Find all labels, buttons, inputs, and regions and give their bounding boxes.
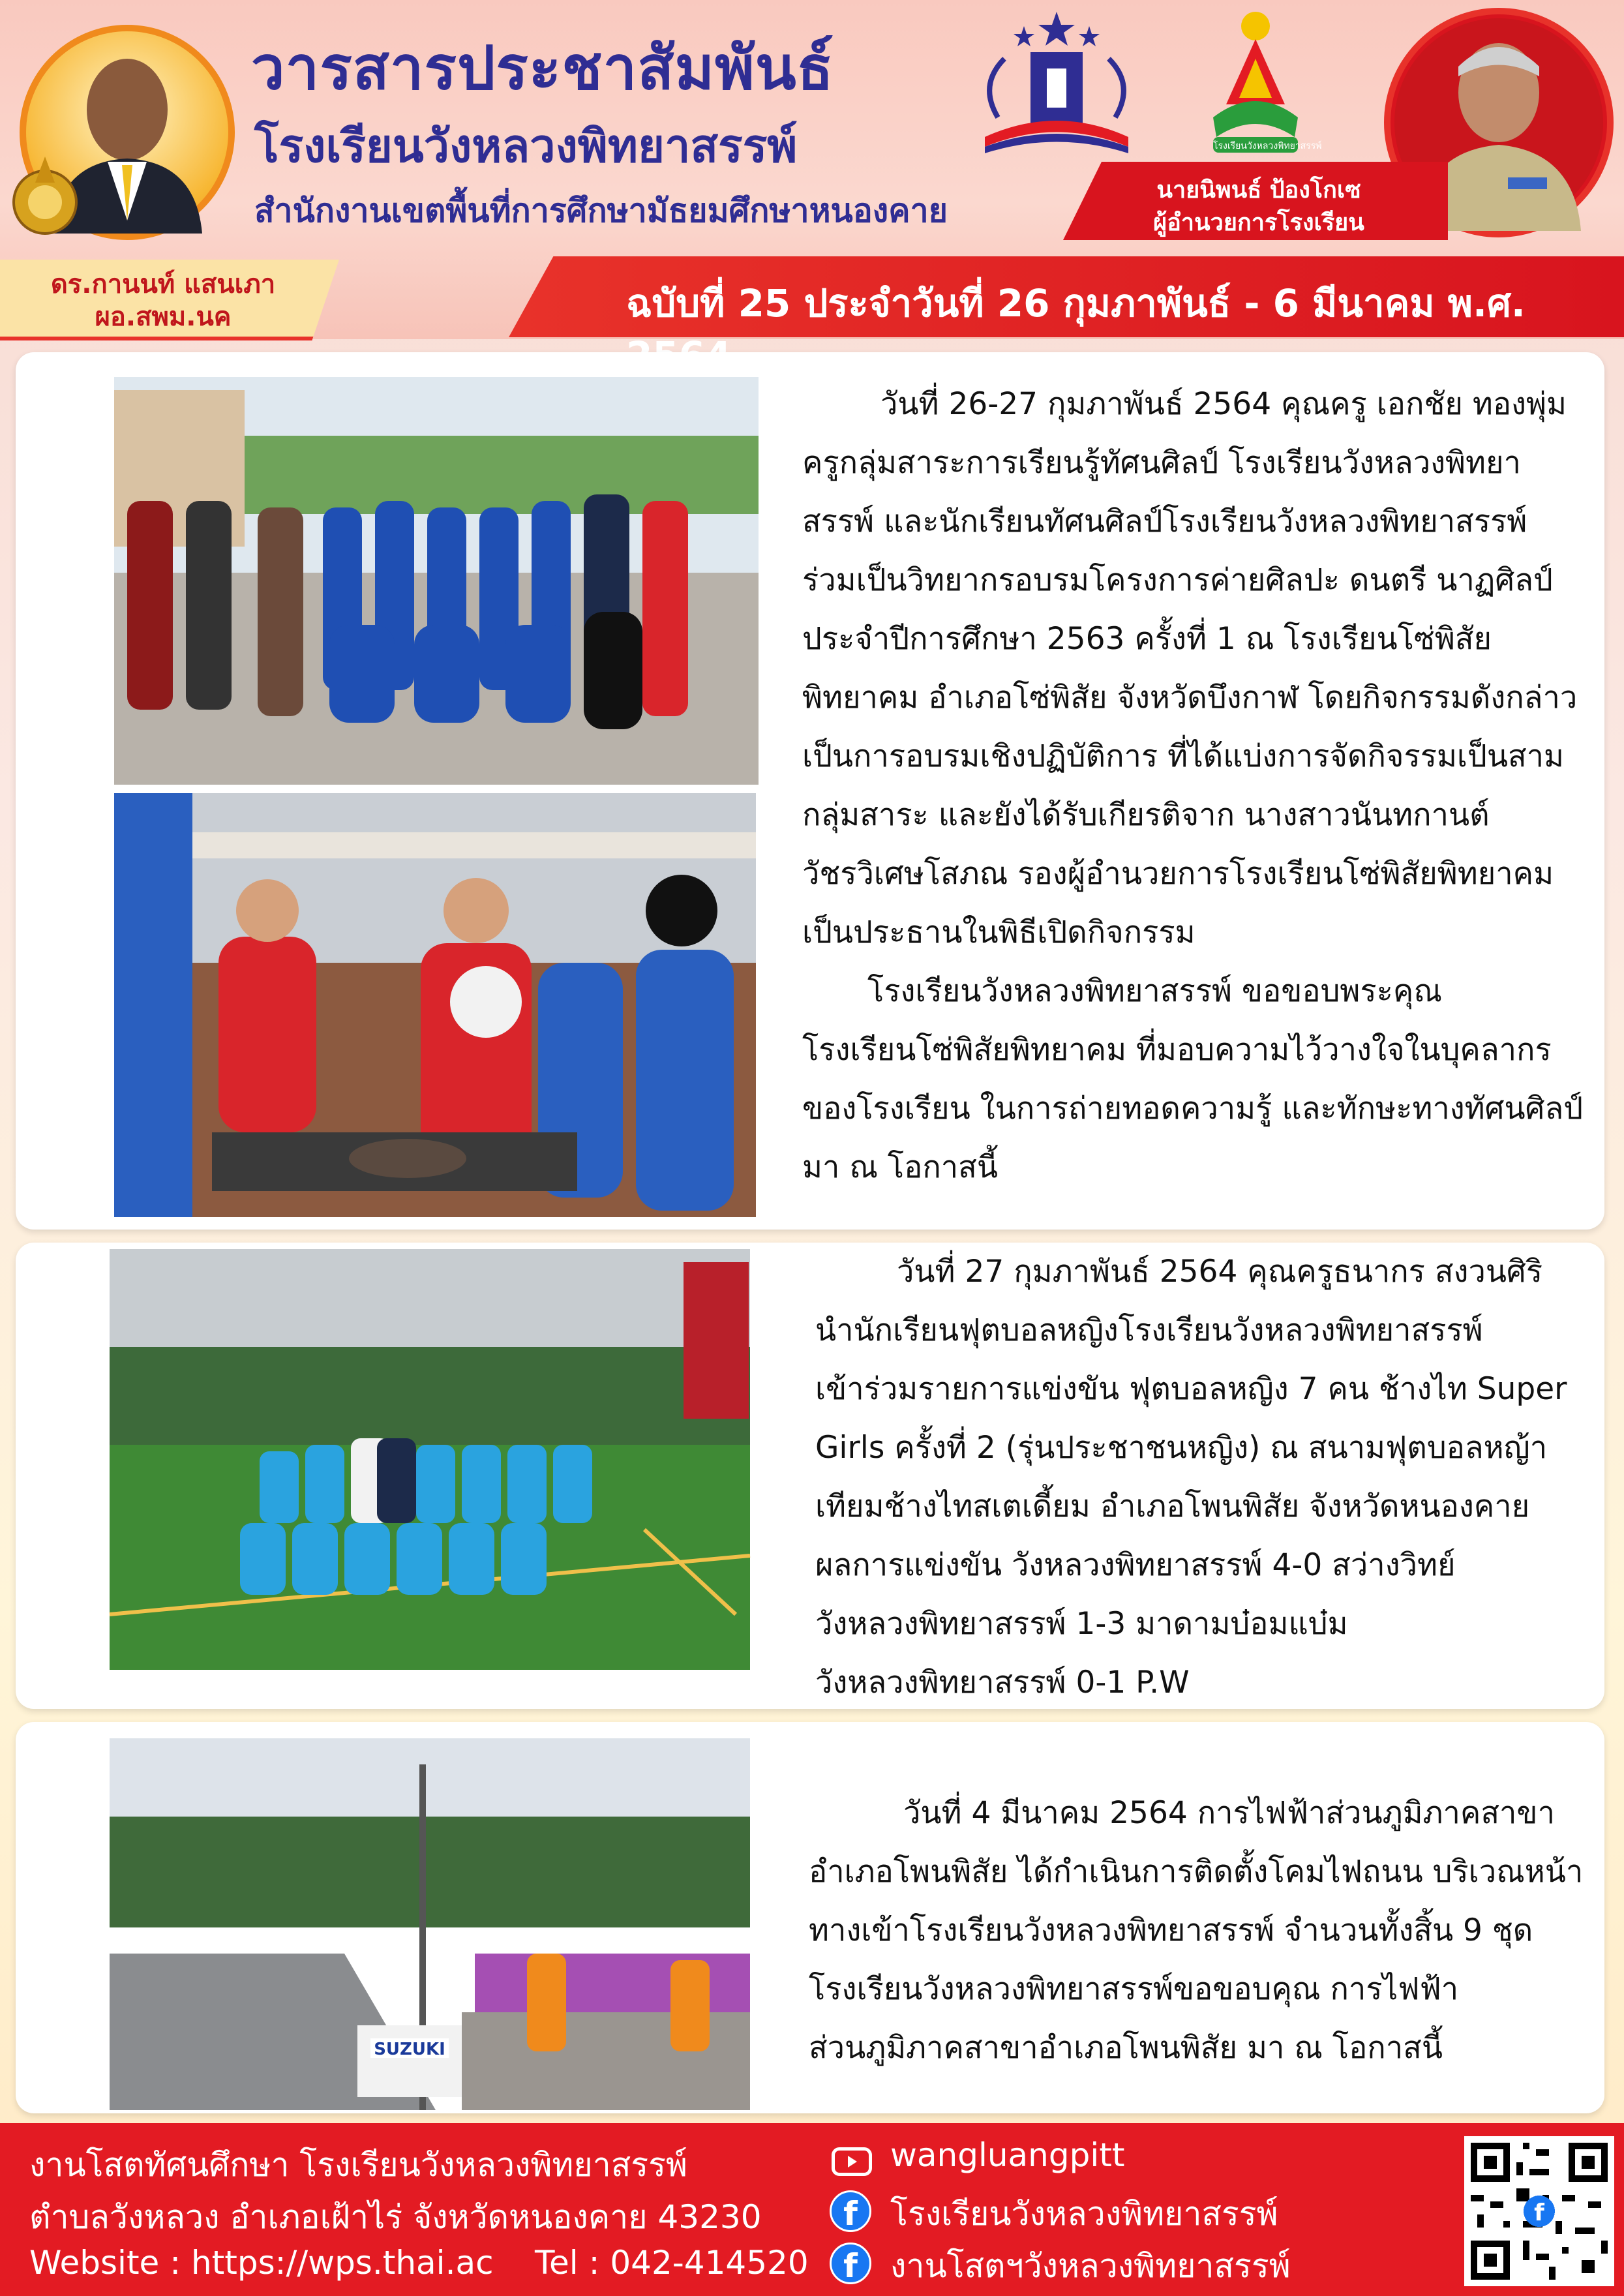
youtube-channel-link[interactable]: wangluangpitt bbox=[890, 2136, 1125, 2174]
director-name: นายนิพนธ์ ป้องโกเซ bbox=[1156, 177, 1361, 204]
footer-department: งานโสตทัศนศึกษา โรงเรียนวังหลวงพิทยาสรรพ์ bbox=[29, 2146, 687, 2184]
article-2-line: Girls ครั้งที่ 2 (รุ่นประชาชนหญิง) ณ สนามฟุตบอลหญ้า bbox=[815, 1430, 1548, 1466]
school-crest-logo bbox=[1187, 7, 1324, 163]
issue-date: ฉบับที่ 25 ประจำวันที่ 26 กุมภาพันธ์ - 6 มีนาคม พ.ศ. bbox=[626, 281, 1526, 325]
school-emblem-logo bbox=[959, 7, 1154, 163]
article-2-line: นำนักเรียนฟุตบอลหญิงโรงเรียนวังหลวงพิทยาสรรพ์ bbox=[815, 1312, 1483, 1348]
photo-street-lights bbox=[110, 1738, 750, 2110]
article-2-line: ผลการแข่งขัน วังหลวงพิทยาสรรพ์ 4-0 สว่างวิทย์ bbox=[815, 1547, 1456, 1583]
article-1-line: ครูกลุ่มสาระการเรียนรู้ทัศนศิลป์ โรงเรียนวังหลวงพิทยา bbox=[802, 445, 1521, 481]
article-3-line: วันที่ 4 มีนาคม 2564 การไฟฟ้าส่วนภูมิภาคสาขา bbox=[903, 1795, 1555, 1831]
article-1-line: สรรพ์ และนักเรียนทัศนศิลป์โรงเรียนวังหลวงพิทยาสรรพ์ bbox=[802, 504, 1527, 539]
youtube-icon bbox=[832, 2147, 872, 2176]
article-1-line: วัชรวิเศษโสภณ รองผู้อำนวยการโรงเรียนโซ่พิสัยพิทยาคม bbox=[802, 856, 1554, 892]
qr-code[interactable] bbox=[1464, 2136, 1614, 2286]
article-2-line: วังหลวงพิทยาสรรพ์ 1-3 มาดามบ๋อมแบ๋ม bbox=[815, 1606, 1348, 1642]
article-1-line: กลุ่มสาระ และยังได้รับเกียรติจาก นางสาวนันทกานต์ bbox=[802, 797, 1490, 833]
deputy-name: ดร.กานนท์ แสนเภา bbox=[50, 269, 276, 299]
facebook-school-link[interactable]: โรงเรียนวังหลวงพิทยาสรรพ์ bbox=[890, 2195, 1278, 2233]
article-1-line: ประจำปีการศึกษา 2563 ครั้งที่ 1 ณ โรงเรียนโซ่พิสัย bbox=[802, 621, 1492, 657]
article-1-text bbox=[802, 375, 1591, 1197]
footer-phone: Tel : 042-414520 bbox=[535, 2244, 809, 2282]
article-1-line: วันที่ 26-27 กุมภาพันธ์ 2564 คุณครู เอกชัย ทองพุ่ม bbox=[880, 386, 1567, 422]
truck-brand-text: SUZUKI bbox=[374, 2040, 445, 2059]
footer-website[interactable]: Website : https://wps.thai.ac bbox=[29, 2244, 494, 2282]
article-1-line: โรงเรียนวังหลวงพิทยาสรรพ์ ขอขอบพระคุณ bbox=[867, 973, 1442, 1009]
article-2-line: วันที่ 27 กุมภาพันธ์ 2564 คุณครูธนากร สงวนศิริ bbox=[897, 1254, 1543, 1290]
photo-art-workshop-group bbox=[114, 377, 759, 785]
article-2-text bbox=[815, 1243, 1591, 1712]
article-3-line: ส่วนภูมิภาคสาขาอำเภอโพนพิสัย มา ณ โอกาสนี้ bbox=[809, 2030, 1443, 2066]
article-2-line: เข้าร่วมรายการแข่งขัน ฟุตบอลหญิง 7 คน ช้างไท Super bbox=[815, 1371, 1567, 1407]
article-1-line: พิทยาคม อำเภอโซ่พิสัย จังหวัดบึงกาฬ โดยกิจกรรมดังกล่าว bbox=[802, 680, 1578, 716]
facebook-icon: f bbox=[830, 2243, 871, 2284]
article-2-line: เทียมช้างไทสเตเดี้ยม อำเภอโพนพิสัย จังหวัดหนองคาย bbox=[815, 1488, 1530, 1524]
article-1-line: ร่วมเป็นวิทยากรอบรมโครงการค่ายศิลปะ ดนตรี นาฏศิลป์ bbox=[802, 562, 1553, 598]
facebook-av-link[interactable]: งานโสตฯวังหลวงพิทยาสรรพ์ bbox=[890, 2247, 1291, 2285]
article-1-line: โรงเรียนโซ่พิสัยพิทยาคม ที่มอบความไว้วางใจในบุคลากร bbox=[802, 1032, 1552, 1068]
facebook-icon: f bbox=[830, 2190, 871, 2232]
article-3-text bbox=[809, 1784, 1591, 2077]
photo-clay-activity bbox=[114, 793, 756, 1217]
newsletter-title: วารสารประชาสัมพันธ์ bbox=[251, 33, 834, 103]
article-2-line: วังหลวงพิทยาสรรพ์ 0-1 P.W bbox=[815, 1665, 1190, 1700]
article-1-line: มา ณ โอกาสนี้ bbox=[802, 1149, 998, 1185]
director-title: ผู้อำนวยการโรงเรียน bbox=[1153, 209, 1364, 236]
deputy-title: ผอ.สพม.นค bbox=[95, 302, 232, 332]
education-office-name: สำนักงานเขตพื้นที่การศึกษามัธยมศึกษาหนองคาย bbox=[254, 192, 948, 230]
article-1-line: เป็นการอบรมเชิงปฏิบัติการ ที่ได้แบ่งการจัดกิจรรมเป็นสาม bbox=[802, 738, 1565, 774]
article-1-line: ของโรงเรียน ในการถ่ายทอดความรู้ และทักษะทางทัศนศิลป์ bbox=[802, 1091, 1584, 1126]
qr-facebook-glyph: f bbox=[1534, 2199, 1544, 2226]
article-3-line: อำเภอโพนพิสัย ได้กำเนินการติดตั้งโคมไฟถนน บริเวณหน้า bbox=[809, 1854, 1584, 1890]
photo-football-team bbox=[110, 1249, 750, 1670]
footer-address: ตำบลวังหลวง อำเภอเฝ้าไร่ จังหวัดหนองคาย 43230 bbox=[29, 2198, 762, 2236]
crest-caption: โรงเรียนวังหลวงพิทยาสรรพ์ bbox=[1213, 141, 1322, 151]
article-1-line: เป็นประธานในพิธีเปิดกิจกรรม bbox=[802, 914, 1195, 950]
article-3-line: โรงเรียนวังหลวงพิทยาสรรพ์ขอขอบคุณ การไฟฟ้า bbox=[809, 1971, 1459, 2007]
article-3-line: ทางเข้าโรงเรียนวังหลวงพิทยาสรรพ์ จำนวนทั้งสิ้น 9 ชุด bbox=[809, 1912, 1533, 1948]
school-name: โรงเรียนวังหลวงพิทยาสรรพ์ bbox=[254, 119, 798, 173]
ministry-crest-icon bbox=[9, 150, 81, 241]
